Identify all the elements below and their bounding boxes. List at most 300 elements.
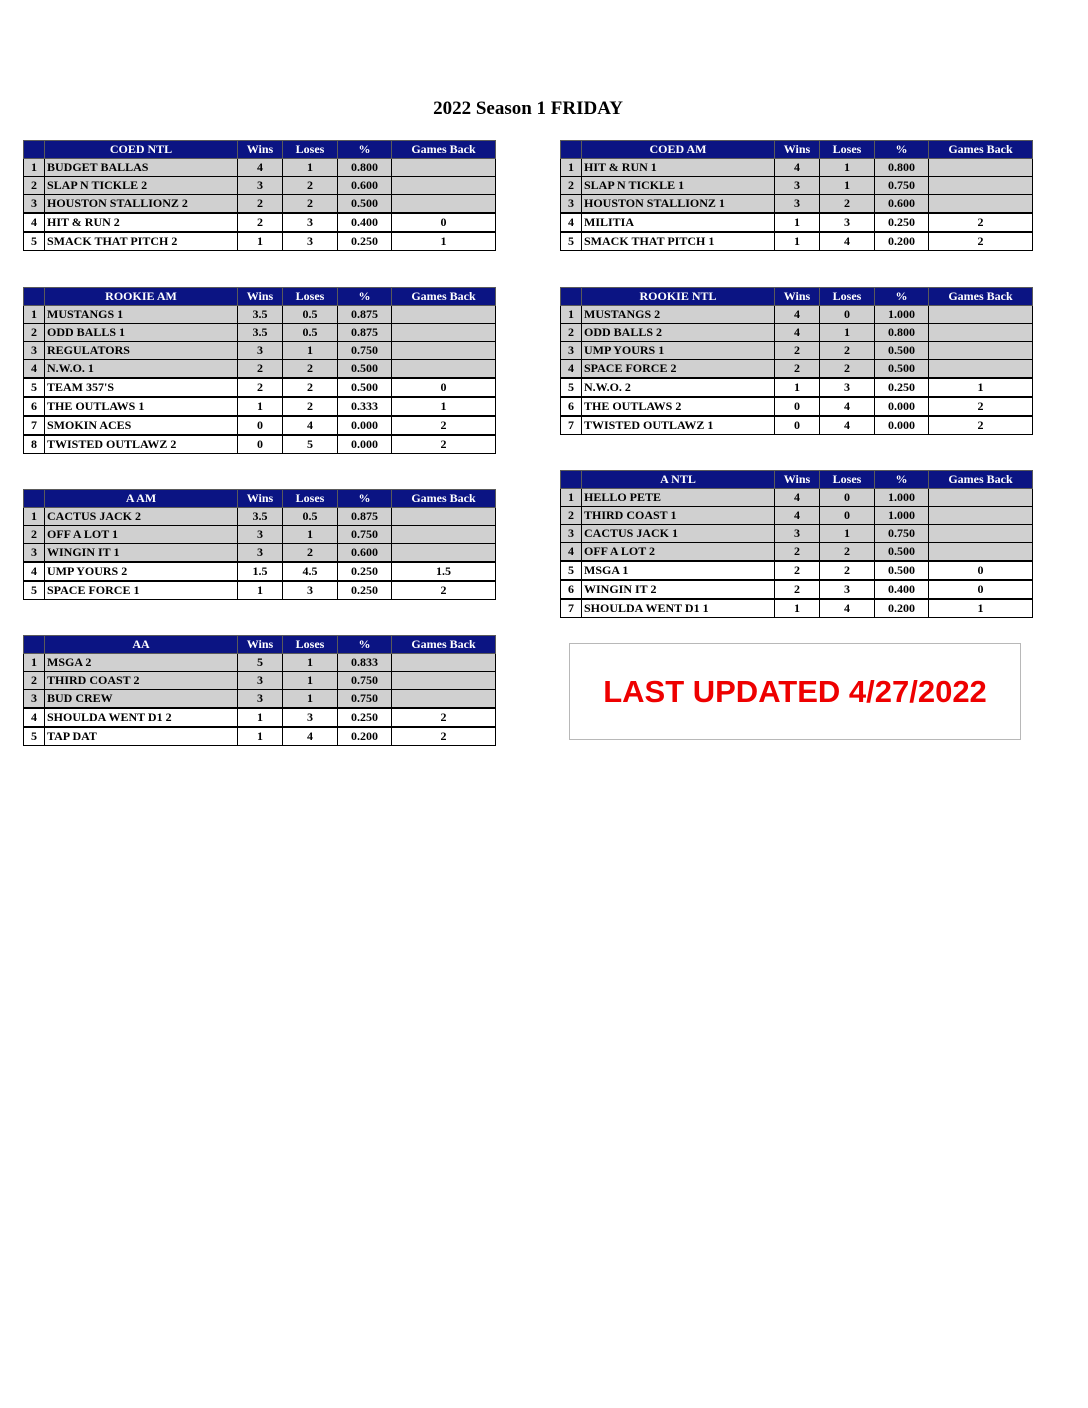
team-cell: BUDGET BALLAS bbox=[45, 159, 238, 177]
wins-cell: 4 bbox=[238, 159, 283, 177]
rank-cell: 2 bbox=[24, 526, 45, 544]
wins-cell: 3.5 bbox=[238, 508, 283, 526]
pct-header: % bbox=[338, 636, 392, 654]
games-back-header: Games Back bbox=[392, 141, 496, 159]
table-row bbox=[24, 690, 496, 709]
loses-cell: 0 bbox=[820, 507, 875, 525]
games-back-cell bbox=[929, 525, 1033, 543]
pct-cell: 0.000 bbox=[875, 397, 929, 416]
team-cell: HOUSTON STALLIONZ 1 bbox=[582, 195, 775, 214]
loses-header: Loses bbox=[820, 288, 875, 306]
team-cell: MILITIA bbox=[582, 213, 775, 232]
rank-cell: 3 bbox=[24, 690, 45, 709]
table-row bbox=[24, 360, 496, 379]
games-back-cell: 0 bbox=[392, 378, 496, 397]
division-name: ROOKIE NTL bbox=[582, 288, 775, 306]
wins-cell: 1 bbox=[238, 397, 283, 416]
rank-header bbox=[561, 288, 582, 306]
pct-cell: 0.400 bbox=[875, 580, 929, 599]
rank-cell: 5 bbox=[24, 378, 45, 397]
table-row bbox=[561, 507, 1033, 525]
wins-cell: 1 bbox=[775, 213, 820, 232]
loses-cell: 1 bbox=[820, 324, 875, 342]
rank-header bbox=[561, 471, 582, 489]
games-back-cell bbox=[392, 159, 496, 177]
team-cell: ODD BALLS 1 bbox=[45, 324, 238, 342]
games-back-cell bbox=[392, 508, 496, 526]
loses-cell: 5 bbox=[283, 435, 338, 454]
loses-cell: 2 bbox=[283, 195, 338, 214]
team-cell: HOUSTON STALLIONZ 2 bbox=[45, 195, 238, 214]
pct-cell: 0.500 bbox=[875, 561, 929, 580]
pct-cell: 0.833 bbox=[338, 654, 392, 672]
wins-cell: 2 bbox=[775, 561, 820, 580]
wins-cell: 2 bbox=[238, 378, 283, 397]
table-row bbox=[24, 562, 496, 581]
pct-cell: 0.200 bbox=[875, 232, 929, 251]
team-cell: SLAP N TICKLE 1 bbox=[582, 177, 775, 195]
games-back-cell bbox=[392, 526, 496, 544]
games-back-cell: 2 bbox=[929, 232, 1033, 251]
table-row bbox=[561, 599, 1033, 618]
wins-cell: 5 bbox=[238, 654, 283, 672]
games-back-header: Games Back bbox=[929, 141, 1033, 159]
wins-header: Wins bbox=[775, 141, 820, 159]
table-header-row bbox=[24, 141, 496, 159]
table-row bbox=[561, 177, 1033, 195]
rank-cell: 7 bbox=[561, 416, 582, 435]
wins-cell: 0 bbox=[238, 435, 283, 454]
last-updated-box bbox=[569, 643, 1021, 740]
rank-cell: 1 bbox=[561, 489, 582, 507]
games-back-cell: 2 bbox=[392, 581, 496, 600]
table-row bbox=[561, 324, 1033, 342]
table-row bbox=[561, 580, 1033, 599]
rank-header bbox=[24, 490, 45, 508]
table-header-row bbox=[24, 636, 496, 654]
team-cell: OFF A LOT 2 bbox=[582, 543, 775, 562]
team-cell: ODD BALLS 2 bbox=[582, 324, 775, 342]
team-cell: WINGIN IT 1 bbox=[45, 544, 238, 563]
wins-cell: 2 bbox=[775, 360, 820, 379]
rank-header bbox=[561, 141, 582, 159]
team-cell: THE OUTLAWS 1 bbox=[45, 397, 238, 416]
table-row bbox=[24, 378, 496, 397]
table-row bbox=[24, 526, 496, 544]
games-back-cell: 2 bbox=[929, 416, 1033, 435]
table-row bbox=[561, 195, 1033, 214]
team-cell: CACTUS JACK 1 bbox=[582, 525, 775, 543]
games-back-cell: 2 bbox=[929, 213, 1033, 232]
pct-cell: 0.200 bbox=[338, 727, 392, 746]
wins-cell: 2 bbox=[238, 195, 283, 214]
pct-cell: 0.250 bbox=[338, 562, 392, 581]
loses-cell: 3 bbox=[820, 378, 875, 397]
pct-cell: 1.000 bbox=[875, 489, 929, 507]
rank-header bbox=[24, 288, 45, 306]
wins-cell: 4 bbox=[775, 159, 820, 177]
division-name: AA bbox=[45, 636, 238, 654]
wins-cell: 3 bbox=[238, 690, 283, 709]
pct-cell: 0.875 bbox=[338, 306, 392, 324]
division-name: ROOKIE AM bbox=[45, 288, 238, 306]
games-back-cell bbox=[929, 543, 1033, 562]
table-row bbox=[561, 489, 1033, 507]
wins-cell: 3 bbox=[238, 177, 283, 195]
rank-cell: 4 bbox=[561, 213, 582, 232]
pct-cell: 0.800 bbox=[338, 159, 392, 177]
standings-table-a-ntl bbox=[560, 470, 1033, 618]
team-cell: MSGA 2 bbox=[45, 654, 238, 672]
division-name: A AM bbox=[45, 490, 238, 508]
team-cell: WINGIN IT 2 bbox=[582, 580, 775, 599]
pct-cell: 0.000 bbox=[338, 416, 392, 435]
loses-cell: 2 bbox=[283, 397, 338, 416]
rank-cell: 5 bbox=[24, 727, 45, 746]
games-back-cell: 1 bbox=[392, 232, 496, 251]
rank-cell: 3 bbox=[24, 342, 45, 360]
loses-cell: 3 bbox=[820, 580, 875, 599]
pct-cell: 0.250 bbox=[875, 213, 929, 232]
team-cell: SLAP N TICKLE 2 bbox=[45, 177, 238, 195]
wins-cell: 1 bbox=[238, 581, 283, 600]
wins-cell: 3 bbox=[238, 544, 283, 563]
games-back-cell bbox=[392, 360, 496, 379]
games-back-cell bbox=[929, 342, 1033, 360]
pct-header: % bbox=[338, 141, 392, 159]
team-cell: SHOULDA WENT D1 1 bbox=[582, 599, 775, 618]
team-cell: THE OUTLAWS 2 bbox=[582, 397, 775, 416]
pct-header: % bbox=[875, 471, 929, 489]
loses-header: Loses bbox=[283, 288, 338, 306]
rank-cell: 3 bbox=[561, 342, 582, 360]
standings-table-rookie-am bbox=[23, 287, 496, 454]
team-cell: MSGA 1 bbox=[582, 561, 775, 580]
wins-header: Wins bbox=[238, 288, 283, 306]
team-cell: SPACE FORCE 1 bbox=[45, 581, 238, 600]
pct-header: % bbox=[875, 288, 929, 306]
games-back-header: Games Back bbox=[392, 636, 496, 654]
wins-cell: 4 bbox=[775, 489, 820, 507]
table-row bbox=[24, 544, 496, 563]
games-back-cell bbox=[929, 306, 1033, 324]
loses-cell: 2 bbox=[820, 543, 875, 562]
rank-cell: 5 bbox=[24, 232, 45, 251]
games-back-cell: 2 bbox=[392, 435, 496, 454]
table-row bbox=[24, 654, 496, 672]
table-row bbox=[561, 397, 1033, 416]
loses-cell: 2 bbox=[283, 378, 338, 397]
games-back-cell bbox=[392, 306, 496, 324]
pct-cell: 0.500 bbox=[338, 195, 392, 214]
pct-cell: 0.500 bbox=[338, 360, 392, 379]
table-row bbox=[24, 672, 496, 690]
loses-cell: 1 bbox=[283, 159, 338, 177]
wins-header: Wins bbox=[238, 490, 283, 508]
team-cell: THIRD COAST 2 bbox=[45, 672, 238, 690]
loses-cell: 1 bbox=[283, 342, 338, 360]
games-back-cell bbox=[392, 690, 496, 709]
division-name: COED NTL bbox=[45, 141, 238, 159]
loses-cell: 2 bbox=[820, 342, 875, 360]
table-row bbox=[561, 416, 1033, 435]
rank-cell: 1 bbox=[24, 306, 45, 324]
pct-cell: 0.750 bbox=[338, 672, 392, 690]
team-cell: CACTUS JACK 2 bbox=[45, 508, 238, 526]
standings-table-a-am bbox=[23, 489, 496, 600]
games-back-cell bbox=[392, 324, 496, 342]
team-cell: HIT & RUN 1 bbox=[582, 159, 775, 177]
games-back-cell bbox=[392, 672, 496, 690]
rank-cell: 2 bbox=[24, 324, 45, 342]
table-row bbox=[24, 397, 496, 416]
loses-cell: 2 bbox=[820, 561, 875, 580]
rank-header bbox=[24, 141, 45, 159]
rank-cell: 6 bbox=[24, 397, 45, 416]
pct-cell: 0.800 bbox=[875, 159, 929, 177]
wins-cell: 0 bbox=[775, 416, 820, 435]
games-back-cell bbox=[392, 654, 496, 672]
team-cell: SMACK THAT PITCH 1 bbox=[582, 232, 775, 251]
pct-cell: 0.600 bbox=[338, 177, 392, 195]
games-back-header: Games Back bbox=[392, 288, 496, 306]
wins-cell: 1 bbox=[238, 232, 283, 251]
rank-cell: 2 bbox=[561, 324, 582, 342]
table-row bbox=[24, 581, 496, 600]
wins-cell: 3.5 bbox=[238, 324, 283, 342]
games-back-cell: 2 bbox=[392, 416, 496, 435]
wins-cell: 0 bbox=[775, 397, 820, 416]
wins-header: Wins bbox=[238, 141, 283, 159]
loses-cell: 2 bbox=[283, 360, 338, 379]
pct-header: % bbox=[338, 288, 392, 306]
loses-cell: 3 bbox=[820, 213, 875, 232]
games-back-cell: 0 bbox=[929, 580, 1033, 599]
games-back-header: Games Back bbox=[929, 471, 1033, 489]
rank-cell: 1 bbox=[24, 654, 45, 672]
pct-cell: 0.750 bbox=[338, 342, 392, 360]
table-header-row bbox=[561, 471, 1033, 489]
division-name: COED AM bbox=[582, 141, 775, 159]
team-cell: HELLO PETE bbox=[582, 489, 775, 507]
rank-cell: 3 bbox=[561, 195, 582, 214]
loses-cell: 2 bbox=[820, 195, 875, 214]
pct-cell: 0.875 bbox=[338, 508, 392, 526]
wins-cell: 2 bbox=[775, 342, 820, 360]
loses-cell: 1 bbox=[283, 690, 338, 709]
table-row bbox=[24, 342, 496, 360]
table-row bbox=[24, 508, 496, 526]
games-back-cell: 2 bbox=[392, 727, 496, 746]
loses-cell: 4.5 bbox=[283, 562, 338, 581]
rank-cell: 4 bbox=[24, 708, 45, 727]
wins-cell: 3.5 bbox=[238, 306, 283, 324]
page-title: 2022 Season 1 FRIDAY bbox=[433, 98, 623, 119]
wins-cell: 4 bbox=[775, 507, 820, 525]
team-cell: BUD CREW bbox=[45, 690, 238, 709]
standings-table-coed-am bbox=[560, 140, 1033, 251]
team-cell: SHOULDA WENT D1 2 bbox=[45, 708, 238, 727]
loses-cell: 3 bbox=[283, 581, 338, 600]
loses-cell: 0.5 bbox=[283, 508, 338, 526]
pct-cell: 0.500 bbox=[338, 378, 392, 397]
games-back-cell: 1 bbox=[392, 397, 496, 416]
pct-cell: 0.250 bbox=[338, 232, 392, 251]
games-back-cell bbox=[929, 360, 1033, 379]
pct-cell: 0.250 bbox=[338, 708, 392, 727]
pct-cell: 0.875 bbox=[338, 324, 392, 342]
loses-header: Loses bbox=[283, 490, 338, 508]
loses-cell: 3 bbox=[283, 708, 338, 727]
rank-cell: 4 bbox=[24, 213, 45, 232]
games-back-cell bbox=[392, 544, 496, 563]
table-row bbox=[24, 416, 496, 435]
games-back-cell: 2 bbox=[392, 708, 496, 727]
table-header-row bbox=[561, 141, 1033, 159]
pct-cell: 0.750 bbox=[875, 177, 929, 195]
loses-cell: 0.5 bbox=[283, 324, 338, 342]
loses-cell: 3 bbox=[283, 232, 338, 251]
pct-cell: 0.333 bbox=[338, 397, 392, 416]
standings-table-aa bbox=[23, 635, 496, 746]
rank-cell: 4 bbox=[24, 562, 45, 581]
team-cell: TWISTED OUTLAWZ 1 bbox=[582, 416, 775, 435]
pct-cell: 0.600 bbox=[875, 195, 929, 214]
team-cell: SMOKIN ACES bbox=[45, 416, 238, 435]
table-row bbox=[24, 324, 496, 342]
table-row bbox=[24, 727, 496, 746]
games-back-cell: 0 bbox=[392, 213, 496, 232]
standings-table-rookie-ntl bbox=[560, 287, 1033, 435]
team-cell: HIT & RUN 2 bbox=[45, 213, 238, 232]
rank-cell: 4 bbox=[561, 543, 582, 562]
pct-cell: 0.200 bbox=[875, 599, 929, 618]
rank-header bbox=[24, 636, 45, 654]
table-row bbox=[561, 525, 1033, 543]
table-row bbox=[24, 232, 496, 251]
wins-cell: 4 bbox=[775, 324, 820, 342]
games-back-cell: 1 bbox=[929, 599, 1033, 618]
team-cell: SMACK THAT PITCH 2 bbox=[45, 232, 238, 251]
wins-cell: 2 bbox=[775, 580, 820, 599]
loses-cell: 1 bbox=[820, 525, 875, 543]
team-cell: TAP DAT bbox=[45, 727, 238, 746]
games-back-cell bbox=[929, 195, 1033, 214]
wins-cell: 1 bbox=[775, 378, 820, 397]
wins-header: Wins bbox=[238, 636, 283, 654]
pct-cell: 0.250 bbox=[338, 581, 392, 600]
loses-cell: 0.5 bbox=[283, 306, 338, 324]
team-cell: UMP YOURS 2 bbox=[45, 562, 238, 581]
team-cell: TWISTED OUTLAWZ 2 bbox=[45, 435, 238, 454]
pct-cell: 0.400 bbox=[338, 213, 392, 232]
wins-header: Wins bbox=[775, 471, 820, 489]
rank-cell: 5 bbox=[24, 581, 45, 600]
rank-cell: 5 bbox=[561, 232, 582, 251]
table-row bbox=[561, 543, 1033, 562]
table-row bbox=[561, 306, 1033, 324]
pct-header: % bbox=[875, 141, 929, 159]
standings-table-coed-ntl bbox=[23, 140, 496, 251]
pct-cell: 0.000 bbox=[338, 435, 392, 454]
rank-cell: 7 bbox=[24, 416, 45, 435]
team-cell: UMP YOURS 1 bbox=[582, 342, 775, 360]
loses-cell: 1 bbox=[820, 159, 875, 177]
wins-cell: 2 bbox=[238, 213, 283, 232]
team-cell: N.W.O. 2 bbox=[582, 378, 775, 397]
rank-cell: 2 bbox=[561, 177, 582, 195]
table-header-row bbox=[24, 288, 496, 306]
games-back-cell: 1.5 bbox=[392, 562, 496, 581]
rank-cell: 1 bbox=[561, 306, 582, 324]
rank-cell: 5 bbox=[561, 561, 582, 580]
wins-cell: 2 bbox=[775, 543, 820, 562]
table-row bbox=[24, 159, 496, 177]
pct-cell: 0.750 bbox=[338, 526, 392, 544]
team-cell: MUSTANGS 1 bbox=[45, 306, 238, 324]
games-back-cell: 1 bbox=[929, 378, 1033, 397]
rank-cell: 2 bbox=[24, 177, 45, 195]
loses-cell: 2 bbox=[820, 360, 875, 379]
team-cell: OFF A LOT 1 bbox=[45, 526, 238, 544]
loses-cell: 1 bbox=[283, 654, 338, 672]
division-name: A NTL bbox=[582, 471, 775, 489]
wins-cell: 3 bbox=[775, 195, 820, 214]
loses-cell: 1 bbox=[283, 526, 338, 544]
wins-cell: 1 bbox=[238, 727, 283, 746]
rank-cell: 3 bbox=[24, 195, 45, 214]
table-header-row bbox=[561, 288, 1033, 306]
rank-cell: 3 bbox=[24, 544, 45, 563]
team-cell: TEAM 357'S bbox=[45, 378, 238, 397]
rank-cell: 2 bbox=[561, 507, 582, 525]
rank-cell: 4 bbox=[561, 360, 582, 379]
games-back-cell: 0 bbox=[929, 561, 1033, 580]
rank-cell: 2 bbox=[24, 672, 45, 690]
rank-cell: 1 bbox=[24, 159, 45, 177]
wins-cell: 3 bbox=[775, 177, 820, 195]
pct-cell: 0.500 bbox=[875, 360, 929, 379]
games-back-cell bbox=[929, 177, 1033, 195]
table-header-row bbox=[24, 490, 496, 508]
rank-cell: 1 bbox=[24, 508, 45, 526]
rank-cell: 6 bbox=[561, 397, 582, 416]
games-back-cell bbox=[929, 159, 1033, 177]
games-back-cell: 2 bbox=[929, 397, 1033, 416]
wins-cell: 1 bbox=[775, 232, 820, 251]
rank-cell: 8 bbox=[24, 435, 45, 454]
loses-cell: 2 bbox=[283, 177, 338, 195]
pct-cell: 0.500 bbox=[875, 543, 929, 562]
table-row bbox=[561, 561, 1033, 580]
pct-header: % bbox=[338, 490, 392, 508]
wins-cell: 3 bbox=[775, 525, 820, 543]
loses-header: Loses bbox=[820, 141, 875, 159]
rank-cell: 3 bbox=[561, 525, 582, 543]
loses-cell: 1 bbox=[820, 177, 875, 195]
team-cell: REGULATORS bbox=[45, 342, 238, 360]
loses-cell: 4 bbox=[820, 599, 875, 618]
wins-cell: 0 bbox=[238, 416, 283, 435]
table-row bbox=[561, 159, 1033, 177]
pct-cell: 0.750 bbox=[875, 525, 929, 543]
wins-cell: 1.5 bbox=[238, 562, 283, 581]
table-row bbox=[24, 306, 496, 324]
table-row bbox=[561, 342, 1033, 360]
wins-header: Wins bbox=[775, 288, 820, 306]
wins-cell: 3 bbox=[238, 526, 283, 544]
table-row bbox=[24, 708, 496, 727]
